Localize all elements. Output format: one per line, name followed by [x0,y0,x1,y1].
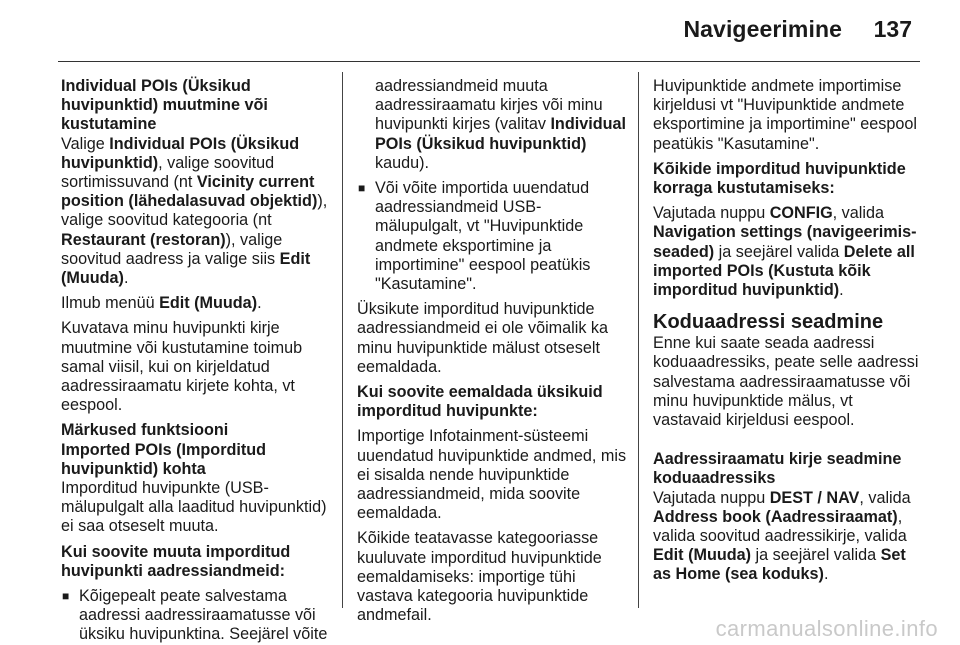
text-run: ja seejärel valida [751,546,881,565]
menu-term: Set as Home (sea koduks) [653,546,906,584]
paragraph-edit-description: Kuvatava minu huvipunkti kirje muutmine või kustutamine toimub samal viisil, kui on kirjeldatud aadressiraamatu kirjete kohta, vt eespool. [61,319,303,415]
menu-term: Edit (Muuda) [61,249,311,288]
page-number: 137 [873,16,912,42]
button-term: DEST / NAV [769,488,860,507]
text-run: . [257,294,262,313]
paragraph-import-updated: Importige Infotainment-süsteemi uuendatud huvipunktide andmed, mis ei sisalda nende huvipunktide aadressiandmeid, mida soovite eemaldada. [357,427,627,523]
list-item-continued [357,77,627,173]
text-run: Vajutada nuppu [653,488,770,507]
button-term: CONFIG [769,204,833,223]
bullet-square-icon: ■ [62,589,70,604]
paragraph-set-home-steps [653,489,925,585]
paragraph-import-reference: Huvipunktide andmete importimise kirjeldusi vt "Huvipunktide andmete eksportimine ja importimine" eespool peatükis "Kasutamine". [653,77,917,153]
heading-delete-all: Kõikide imporditud huvipunktide korraga kustutamiseks: [653,159,906,198]
text-run: , valige soovitud sortimissuvand (nt [61,153,275,192]
bullet-list [61,587,333,645]
text-run: kaudu). [375,153,429,172]
list-item-text: Kõigepealt peate salvestama aadressi aadressiraamatusse või üksiku huvipunktina. Seejärel võite [79,587,328,644]
page-header [0,0,960,62]
section-heading-home-address: Koduaadressi seadmine [653,311,884,334]
column-divider-2 [638,72,639,608]
menu-term: Address book (Aadressiraamat) [653,507,898,526]
text-run: ja seejärel valida [714,242,844,261]
spacer [653,436,925,450]
list-item-text: Või võite importida uuendatud aadressiandmeid USB-mälupulgalt, vt "Huvipunktide andmete eksportimine ja importimine" eespool peatükis "Kasutamine". [375,179,591,294]
heading-notes [61,421,333,479]
list-item [357,179,627,294]
bullet-list [357,77,627,294]
menu-term: Individual POIs (Üksikud huvipunktid) [375,115,626,153]
text-run: . [123,269,129,288]
text-run: ), valige soovitud kategooria (nt [61,192,328,230]
text-run: Vajutada nuppu [653,204,770,223]
list-item [61,587,333,645]
text-run: Ilmub menüü [61,294,160,313]
heading-notes-line2: Imported POIs (Imporditud huvipunktid) kohta [61,440,267,478]
text-run: ), valige soovitud aadress ja valige siis [61,230,283,268]
heading-edit-individual-pois: Individual POIs (Üksikud huvipunktid) muutmine või kustutamine [61,77,268,134]
text-run: , valida [859,488,911,507]
menu-term: Delete all imported POIs (Kustuta kõik imporditud huvipunktid) [653,242,915,300]
column-left [61,77,333,644]
paragraph-remove-category: Kõikide teatavasse kategooriasse kuuluvate imporditud huvipunktide eemaldamiseks: importige tühi vastava kategooria huvipunktide andmefail. [357,529,602,625]
paragraph-select-poi [61,135,333,289]
paragraph-delete-steps [653,204,925,300]
bullet-square-icon: ■ [358,181,366,196]
menu-term: Edit (Muuda) [159,294,258,313]
header-divider [58,61,920,62]
paragraph-home-intro: Enne kui saate seada aadressi koduaadressiks, peate selle aadressi salvestama aadressiraamatusse või minu huvipunktide mälus, vt vastavaid kirjeldusi eespool. [653,334,919,430]
paragraph-imported-pois: Imporditud huvipunkte (USB-mälupulgalt alla laaditud huvipunktid) ei saa otseselt muuta. [61,479,327,536]
text-run: Valige [61,134,110,153]
text-run: . [839,281,844,300]
menu-term: Restaurant (restoran) [61,230,226,249]
heading-set-home: Aadressiraamatu kirje seadmine koduaadressiks [653,450,902,488]
column-divider-1 [342,72,343,608]
text-run: , valida soovitud aadressikirje, valida [653,507,907,546]
menu-term: Navigation settings (navigeerimisseaded) [653,223,917,261]
menu-term: Edit (Muuda) [653,546,752,565]
text-run: . [823,565,829,584]
section-title: Navigeerimine [683,16,842,42]
heading-remove-individual: Kui soovite eemaldada üksikuid imporditud huvipunkte: [357,383,603,421]
heading-change-imported: Kui soovite muuta imporditud huvipunkti aadressiandmeid: [61,542,291,580]
paragraph-cannot-remove: Üksikute imporditud huvipunktide aadressiandmeid ei ole võimalik ka minu huvipunktide mälust otseselt eemaldada. [357,300,609,376]
text-run: aadressiandmeid muuta aadressiraamatu kirjes või minu huvipunkti kirjes (valitav [375,77,603,134]
column-middle [357,77,627,625]
text-run: , valida [832,204,884,223]
heading-notes-line1: Märkused funktsiooni [61,421,229,440]
watermark: carmanualsonline.info [715,615,938,641]
paragraph-edit-menu [61,294,333,313]
menu-term: Vicinity current position (lähedalasuvad objektid) [61,173,318,211]
menu-term: Individual POIs (Üksikud huvipunktid) [61,134,300,172]
column-right [653,77,925,609]
